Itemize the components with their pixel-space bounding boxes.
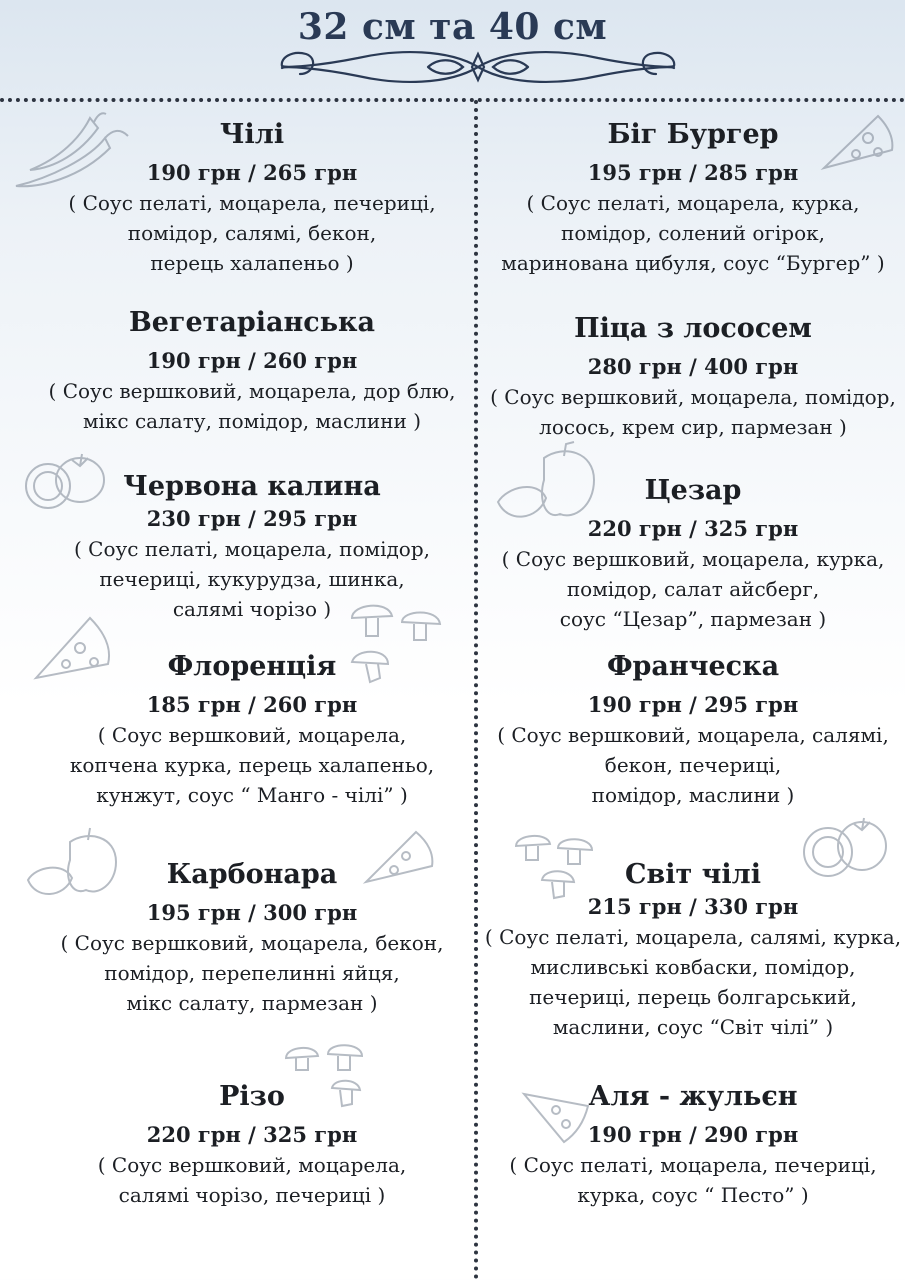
item-name: Червона калина: [123, 471, 381, 502]
item-price: 220 грн / 325 грн: [146, 1122, 358, 1147]
item-price: 280 грн / 400 грн: [587, 354, 799, 379]
item-price: 190 грн / 290 грн: [587, 1122, 799, 1147]
item-price: 195 грн / 285 грн: [587, 160, 799, 185]
menu-item-caesar: [478, 474, 905, 634]
item-description: ( Соус пелаті, моцарела, салямі, курка, мисливські ковбаски, помідор, печериці, перець болгарський, маслини, соус “Світ чілі” ): [484, 925, 902, 1039]
top-dotted-divider: [0, 98, 905, 102]
menu-item-rizo: [32, 1080, 472, 1210]
menu-item-carbonara: [32, 858, 472, 1018]
item-name: Цезар: [644, 475, 742, 506]
item-description: ( Соус пелаті, моцарела, печериці, помідор, салямі, бекон, перець халапеньо ): [68, 191, 436, 275]
item-description: ( Соус пелаті, моцарела, печериці, курка, соус “ Песто” ): [509, 1153, 877, 1207]
item-description: ( Соус пелаті, моцарела, помідор, печериці, кукурудза, шинка, салямі чорізо ): [73, 537, 430, 621]
item-description: ( Соус вершковий, моцарела, салямі чорізо, печериці ): [97, 1153, 407, 1207]
menu-item-alia-zhulien: [478, 1080, 905, 1210]
item-description: ( Соус пелаті, моцарела, курка, помідор, солений огірок, маринована цибуля, соус “Бургер” ): [501, 191, 885, 275]
menu-item-florentsiia: [32, 650, 472, 810]
menu-item-vegetarian: [32, 306, 472, 436]
item-price: 185 грн / 260 грн: [146, 692, 358, 717]
item-name: Біг Бургер: [607, 119, 779, 150]
item-name: Чілі: [219, 119, 285, 150]
item-name: Світ чілі: [625, 859, 761, 890]
item-price: 230 грн / 295 грн: [146, 506, 358, 531]
item-description: ( Соус вершковий, моцарела, копчена курка, перець халапеньо, кунжут, соус “ Манго - чілі” ): [69, 723, 435, 807]
item-description: ( Соус вершковий, моцарела, дор блю, мікс салату, помідор, маслини ): [48, 379, 456, 433]
item-description: ( Соус вершковий, моцарела, помідор, лосось, крем сир, пармезан ): [490, 385, 896, 439]
menu-item-francheska: [478, 650, 905, 810]
item-description: ( Соус вершковий, моцарела, курка, помідор, салат айсберг, соус “Цезар”, пармезан ): [501, 547, 885, 631]
item-name: Аля - жульєн: [588, 1081, 798, 1112]
item-description: ( Соус вершковий, моцарела, бекон, помідор, перепелинні яйця, мікс салату, пармезан ): [60, 931, 444, 1015]
menu-item-salmon-pizza: [478, 312, 905, 442]
item-name: Флоренція: [167, 651, 337, 682]
item-price: 195 грн / 300 грн: [146, 900, 358, 925]
item-price: 190 грн / 260 грн: [146, 348, 358, 373]
item-price: 215 грн / 330 грн: [587, 894, 799, 919]
item-name: Різо: [219, 1081, 285, 1112]
item-name: Піца з лососем: [574, 313, 812, 344]
item-price: 190 грн / 265 грн: [146, 160, 358, 185]
menu-item-chili: [32, 118, 472, 278]
item-price: 220 грн / 325 грн: [587, 516, 799, 541]
menu-item-svit-chili: [478, 858, 905, 1042]
page-title: 32 см та 40 см: [297, 6, 608, 48]
item-name: Франческа: [606, 651, 780, 682]
item-price: 190 грн / 295 грн: [587, 692, 799, 717]
menu-item-chervona-kalyna: [32, 470, 472, 624]
flourish-ornament-icon: [278, 44, 678, 90]
item-name: Вегетаріанська: [128, 307, 376, 338]
item-name: Карбонара: [166, 859, 338, 890]
item-description: ( Соус вершковий, моцарела, салямі, бекон, печериці, помідор, маслини ): [497, 723, 889, 807]
menu-item-big-burger: [478, 118, 905, 278]
